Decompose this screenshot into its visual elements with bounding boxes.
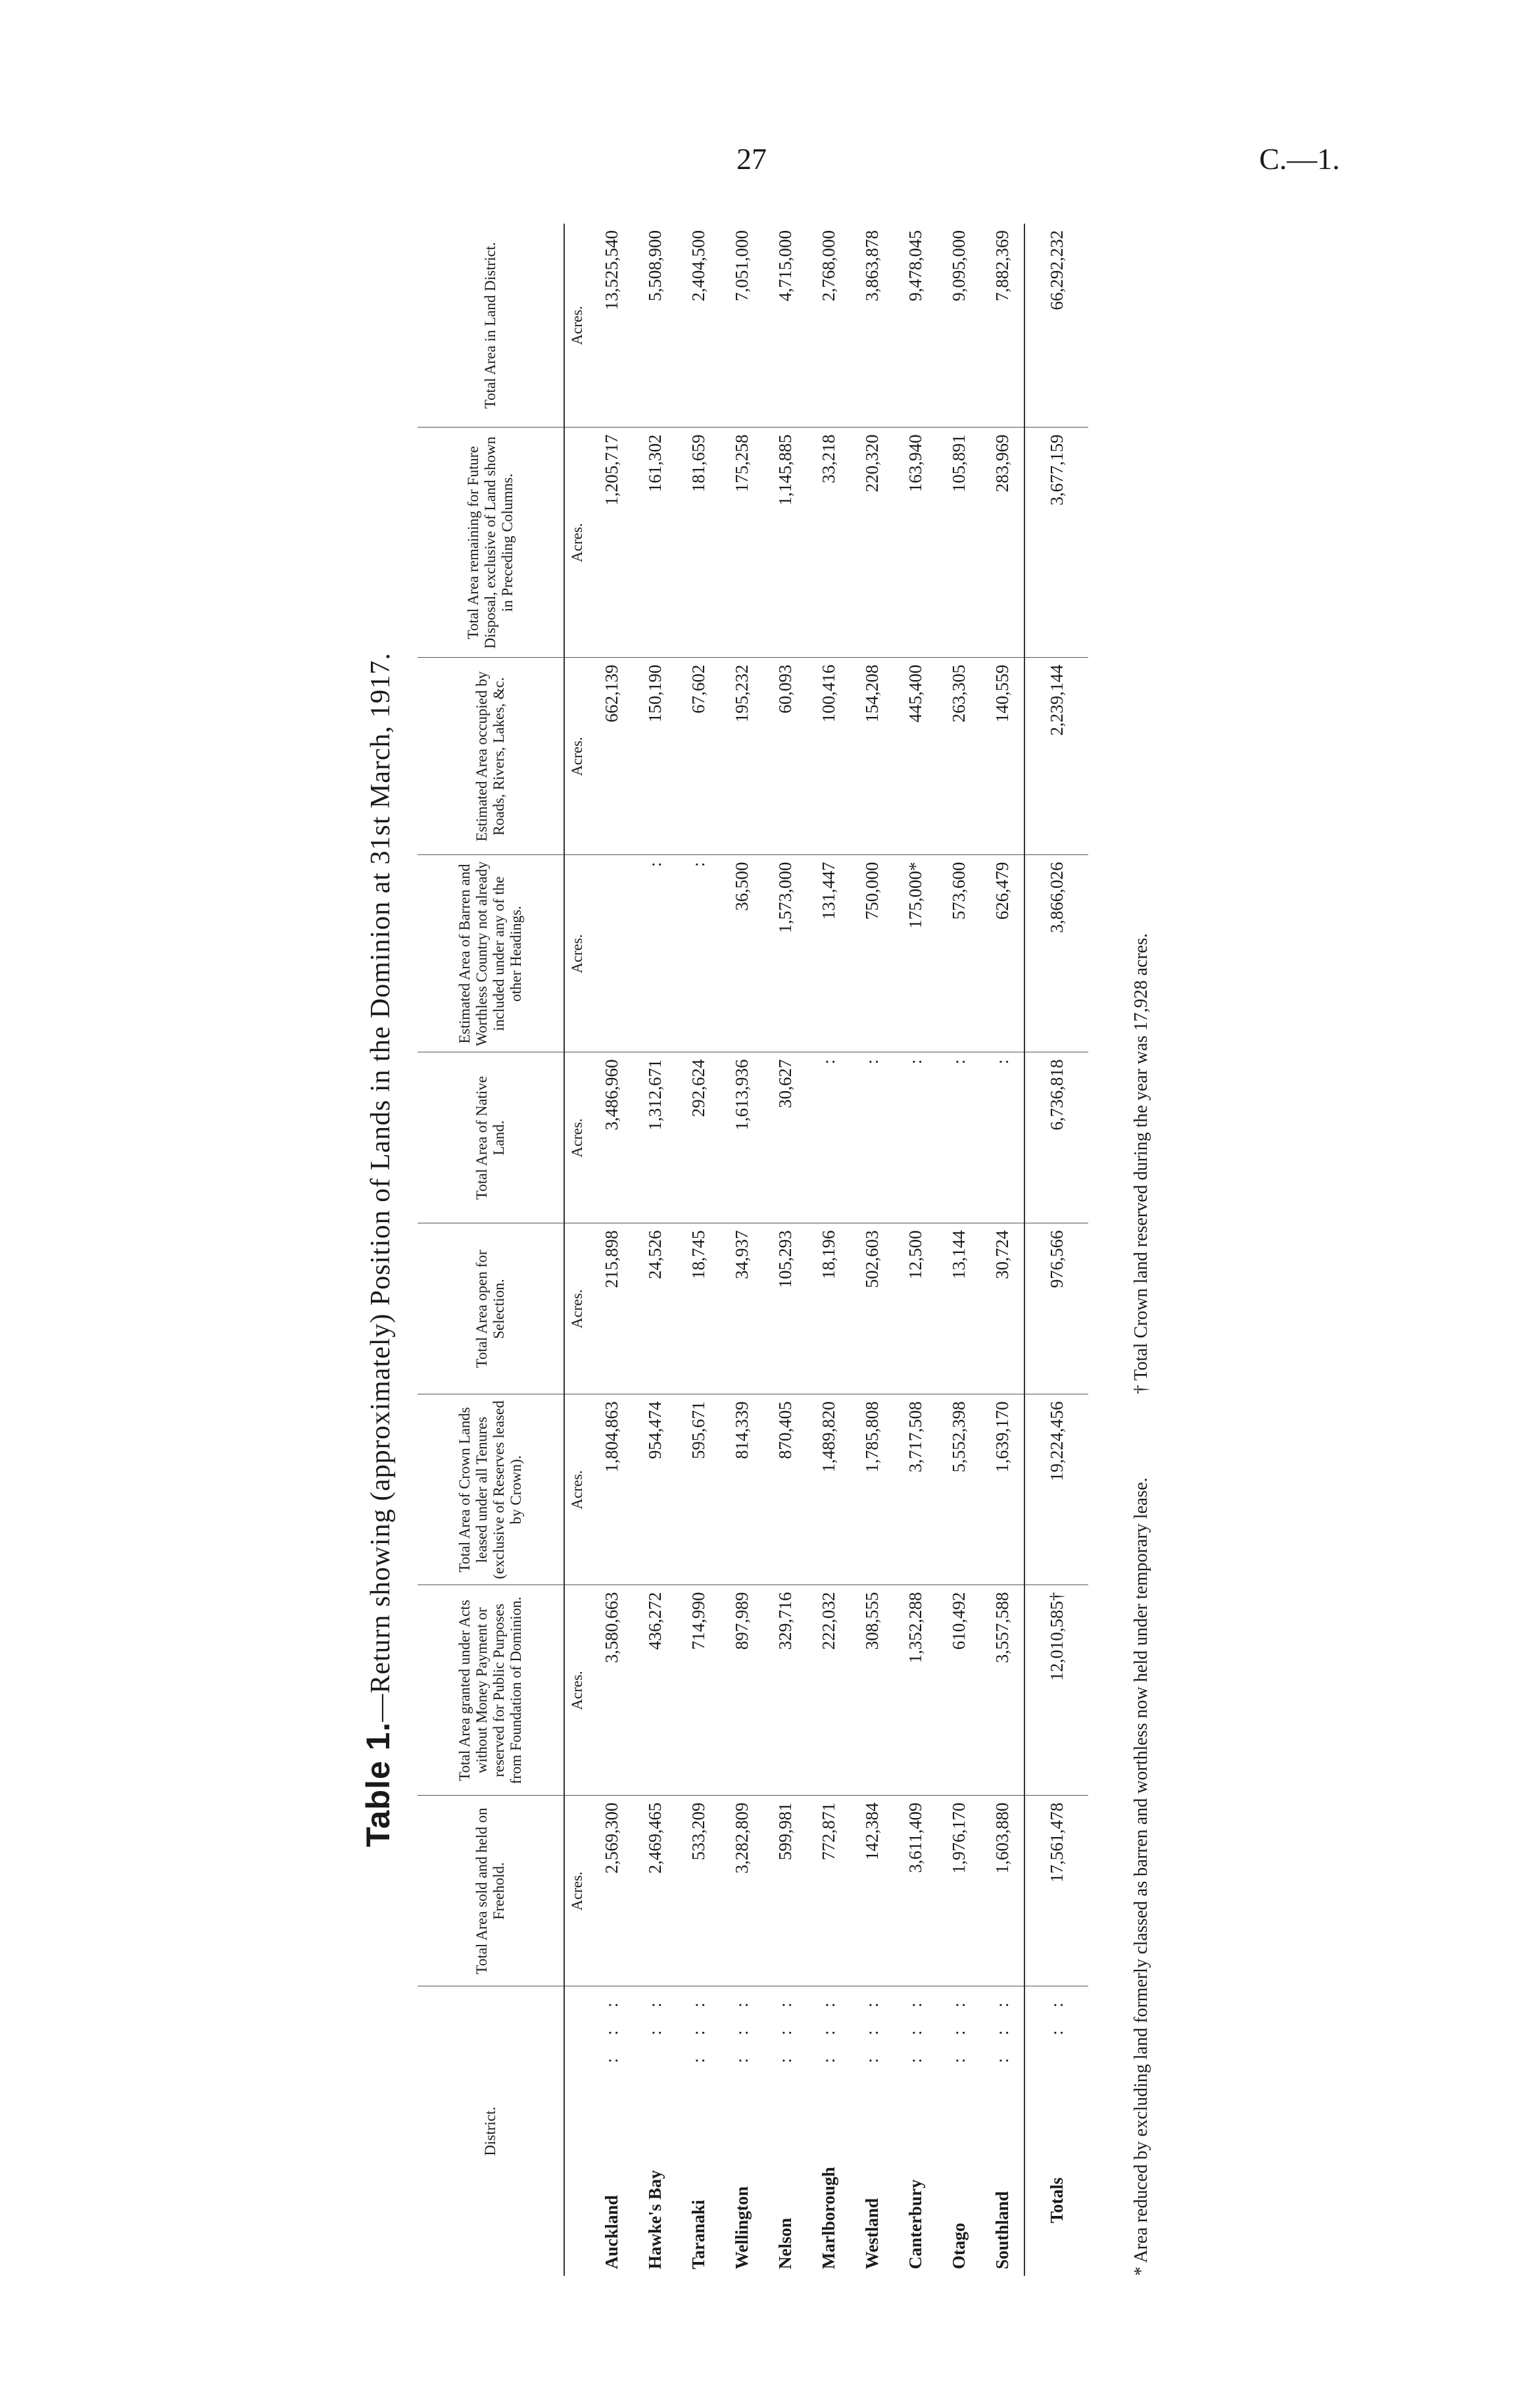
value-cell: 1,613,936: [720, 1052, 763, 1223]
value-cell: 1,804,863: [590, 1394, 633, 1585]
value-cell: 12,500: [894, 1223, 937, 1394]
value-cell: 175,000*: [894, 855, 937, 1052]
value-cell: 954,474: [633, 1394, 677, 1585]
value-cell: 30,627: [763, 1052, 807, 1223]
district-cell: [677, 1986, 720, 2276]
leader-dots: : : :: [775, 1993, 795, 2063]
value-cell: 573,600: [937, 855, 980, 1052]
value-cell: 2,469,465: [633, 1796, 677, 1986]
value-cell: 502,603: [850, 1223, 894, 1394]
value-cell: 595,671: [677, 1394, 720, 1585]
value-cell: 3,717,508: [894, 1394, 937, 1585]
leader-dots: : :: [1046, 1993, 1067, 2036]
value-cell: 3,580,663: [590, 1585, 633, 1796]
unit-cell: Acres.: [564, 855, 590, 1052]
value-cell: 60,093: [763, 658, 807, 855]
value-cell: :: [980, 1052, 1024, 1223]
column-header: Total Area of Crown Lands leased under all Tenures (exclusive of Reserves leased by Crown).: [418, 1394, 564, 1585]
value-cell: 67,602: [677, 658, 720, 855]
header-row: [418, 224, 564, 2276]
total-cell: 12,010,585†: [1024, 1585, 1088, 1796]
value-cell: 263,305: [937, 658, 980, 855]
value-cell: [590, 855, 633, 1052]
value-cell: 175,258: [720, 428, 763, 658]
value-cell: 154,208: [850, 658, 894, 855]
unit-cell: Acres.: [564, 1052, 590, 1223]
value-cell: 195,232: [720, 658, 763, 855]
district-name: Hawke's Bay: [644, 2170, 665, 2269]
leader-dots: : :: [644, 1993, 665, 2036]
table-row: [720, 224, 763, 2276]
table-title: [355, 224, 401, 2276]
district-name: Taranaki: [688, 2199, 708, 2269]
value-cell: 1,976,170: [937, 1796, 980, 1986]
district-name: Canterbury: [905, 2179, 925, 2269]
value-cell: 9,095,000: [937, 224, 980, 428]
value-cell: 1,639,170: [980, 1394, 1024, 1585]
leader-dots: : : :: [861, 1993, 882, 2063]
table-row: [894, 224, 937, 2276]
value-cell: 2,569,300: [590, 1796, 633, 1986]
leader-dots: : : :: [948, 1993, 969, 2063]
unit-cell: Acres.: [564, 428, 590, 658]
value-cell: 870,405: [763, 1394, 807, 1585]
page-number: 27: [736, 142, 767, 176]
district-cell: [807, 1986, 850, 2276]
district-cell: [894, 1986, 937, 2276]
table-row: [633, 224, 677, 2276]
value-cell: 1,603,880: [980, 1796, 1024, 1986]
table-row: [980, 224, 1024, 2276]
column-header: Total Area open for Selection.: [418, 1223, 564, 1394]
value-cell: 215,898: [590, 1223, 633, 1394]
value-cell: 24,526: [633, 1223, 677, 1394]
column-header: District.: [418, 1986, 564, 2276]
value-cell: 599,981: [763, 1796, 807, 1986]
value-cell: 161,302: [633, 428, 677, 658]
leader-dots: : : :: [688, 1993, 708, 2063]
district-cell: [590, 1986, 633, 2276]
value-cell: 714,990: [677, 1585, 720, 1796]
value-cell: 4,715,000: [763, 224, 807, 428]
value-cell: 7,882,369: [980, 224, 1024, 428]
value-cell: 5,552,398: [937, 1394, 980, 1585]
table-row: [590, 224, 633, 2276]
value-cell: 750,000: [850, 855, 894, 1052]
district-cell: [850, 1986, 894, 2276]
table-row: [850, 224, 894, 2276]
column-header: Total Area granted under Acts without Money Payment or reserved for Public Purposes from Foundation of Dominion.: [418, 1585, 564, 1796]
value-cell: 222,032: [807, 1585, 850, 1796]
value-cell: 13,144: [937, 1223, 980, 1394]
table-title-text: —Return showing (approximately) Position of Lands in the Dominion at 31st March, 1917.: [366, 652, 396, 1722]
value-cell: 100,416: [807, 658, 850, 855]
value-cell: 292,624: [677, 1052, 720, 1223]
value-cell: :: [937, 1052, 980, 1223]
unit-cell: Acres.: [564, 224, 590, 428]
value-cell: 3,863,878: [850, 224, 894, 428]
value-cell: 662,139: [590, 658, 633, 855]
value-cell: 13,525,540: [590, 224, 633, 428]
value-cell: 2,768,000: [807, 224, 850, 428]
value-cell: :: [633, 855, 677, 1052]
unit-cell: Acres.: [564, 1394, 590, 1585]
value-cell: 1,785,808: [850, 1394, 894, 1585]
value-cell: :: [894, 1052, 937, 1223]
district-name: Auckland: [601, 2195, 621, 2269]
value-cell: 897,989: [720, 1585, 763, 1796]
value-cell: 36,500: [720, 855, 763, 1052]
value-cell: 105,293: [763, 1223, 807, 1394]
leader-dots: : : :: [992, 1993, 1012, 2063]
district-cell: [720, 1986, 763, 2276]
total-cell: 3,677,159: [1024, 428, 1088, 658]
value-cell: 533,209: [677, 1796, 720, 1986]
table-row: [937, 224, 980, 2276]
leader-dots: : : :: [818, 1993, 838, 2063]
total-cell: 976,566: [1024, 1223, 1088, 1394]
value-cell: 436,272: [633, 1585, 677, 1796]
value-cell: 3,486,960: [590, 1052, 633, 1223]
column-header: Total Area in Land District.: [418, 224, 564, 428]
value-cell: 2,404,500: [677, 224, 720, 428]
totals-label-cell: [1024, 1986, 1088, 2276]
value-cell: :: [807, 1052, 850, 1223]
value-cell: 9,478,045: [894, 224, 937, 428]
column-header: Estimated Area occupied by Roads, Rivers, Lakes, &c.: [418, 658, 564, 855]
value-cell: 308,555: [850, 1585, 894, 1796]
unit-cell: Acres.: [564, 1585, 590, 1796]
value-cell: 5,508,900: [633, 224, 677, 428]
leader-dots: : : :: [905, 1993, 925, 2063]
footnote-asterisk: * Area reduced by excluding land formerly classed as barren and worthless now held under temporary lease.: [1131, 1477, 1151, 2276]
value-cell: 1,489,820: [807, 1394, 850, 1585]
table-row: [763, 224, 807, 2276]
units-row: [564, 224, 590, 2276]
value-cell: 1,573,000: [763, 855, 807, 1052]
value-cell: 626,479: [980, 855, 1024, 1052]
column-header: Estimated Area of Barren and Worthless Country not already included under any of the other Headings.: [418, 855, 564, 1052]
district-cell: [937, 1986, 980, 2276]
total-cell: 2,239,144: [1024, 658, 1088, 855]
value-cell: 220,320: [850, 428, 894, 658]
district-name: Westland: [861, 2198, 882, 2269]
value-cell: 34,937: [720, 1223, 763, 1394]
value-cell: 181,659: [677, 428, 720, 658]
column-header: Total Area sold and held on Freehold.: [418, 1796, 564, 1986]
value-cell: 610,492: [937, 1585, 980, 1796]
district-cell: [980, 1986, 1024, 2276]
total-cell: 66,292,232: [1024, 224, 1088, 428]
total-cell: 3,866,026: [1024, 855, 1088, 1052]
value-cell: 18,196: [807, 1223, 850, 1394]
value-cell: 445,400: [894, 658, 937, 855]
value-cell: 105,891: [937, 428, 980, 658]
rotated-table-block: [355, 224, 1190, 2276]
value-cell: 1,312,671: [633, 1052, 677, 1223]
value-cell: 163,940: [894, 428, 937, 658]
value-cell: 1,205,717: [590, 428, 633, 658]
district-name: Nelson: [775, 2217, 795, 2269]
unit-cell: Acres.: [564, 1223, 590, 1394]
total-cell: 19,224,456: [1024, 1394, 1088, 1585]
value-cell: :: [677, 855, 720, 1052]
value-cell: 131,447: [807, 855, 850, 1052]
unit-cell: [564, 1986, 590, 2276]
document-reference: C.—1.: [1259, 142, 1340, 176]
value-cell: 772,871: [807, 1796, 850, 1986]
value-cell: :: [850, 1052, 894, 1223]
totals-label: Totals: [1046, 2177, 1067, 2223]
value-cell: 283,969: [980, 428, 1024, 658]
value-cell: 814,339: [720, 1394, 763, 1585]
footnote-dagger: † Total Crown land reserved during the year was 17,928 acres.: [1131, 933, 1151, 1394]
value-cell: 150,190: [633, 658, 677, 855]
total-cell: 6,736,818: [1024, 1052, 1088, 1223]
table-title-lead: Table 1.: [360, 1721, 397, 1848]
column-header: Total Area of Native Land.: [418, 1052, 564, 1223]
leader-dots: : : :: [601, 1993, 621, 2063]
value-cell: 142,384: [850, 1796, 894, 1986]
value-cell: 30,724: [980, 1223, 1024, 1394]
district-name: Southland: [992, 2191, 1012, 2269]
value-cell: 1,352,288: [894, 1585, 937, 1796]
value-cell: 3,611,409: [894, 1796, 937, 1986]
value-cell: 33,218: [807, 428, 850, 658]
value-cell: 7,051,000: [720, 224, 763, 428]
leader-dots: : : :: [731, 1993, 752, 2063]
totals-row: [1024, 224, 1088, 2276]
total-cell: 17,561,478: [1024, 1796, 1088, 1986]
column-header: Total Area remaining for Future Disposal, exclusive of Land shown in Preceding Columns.: [418, 428, 564, 658]
table-row: [677, 224, 720, 2276]
land-returns-table: [418, 224, 1088, 2276]
value-cell: 3,557,588: [980, 1585, 1024, 1796]
district-cell: [633, 1986, 677, 2276]
district-name: Wellington: [731, 2186, 752, 2269]
value-cell: 18,745: [677, 1223, 720, 1394]
value-cell: 1,145,885: [763, 428, 807, 658]
footnotes: [1131, 224, 1152, 2276]
unit-cell: Acres.: [564, 1796, 590, 1986]
value-cell: 140,559: [980, 658, 1024, 855]
district-cell: [763, 1986, 807, 2276]
unit-cell: Acres.: [564, 658, 590, 855]
district-name: Marlborough: [818, 2167, 838, 2269]
table-row: [807, 224, 850, 2276]
value-cell: 3,282,809: [720, 1796, 763, 1986]
district-name: Otago: [948, 2223, 969, 2269]
value-cell: 329,716: [763, 1585, 807, 1796]
